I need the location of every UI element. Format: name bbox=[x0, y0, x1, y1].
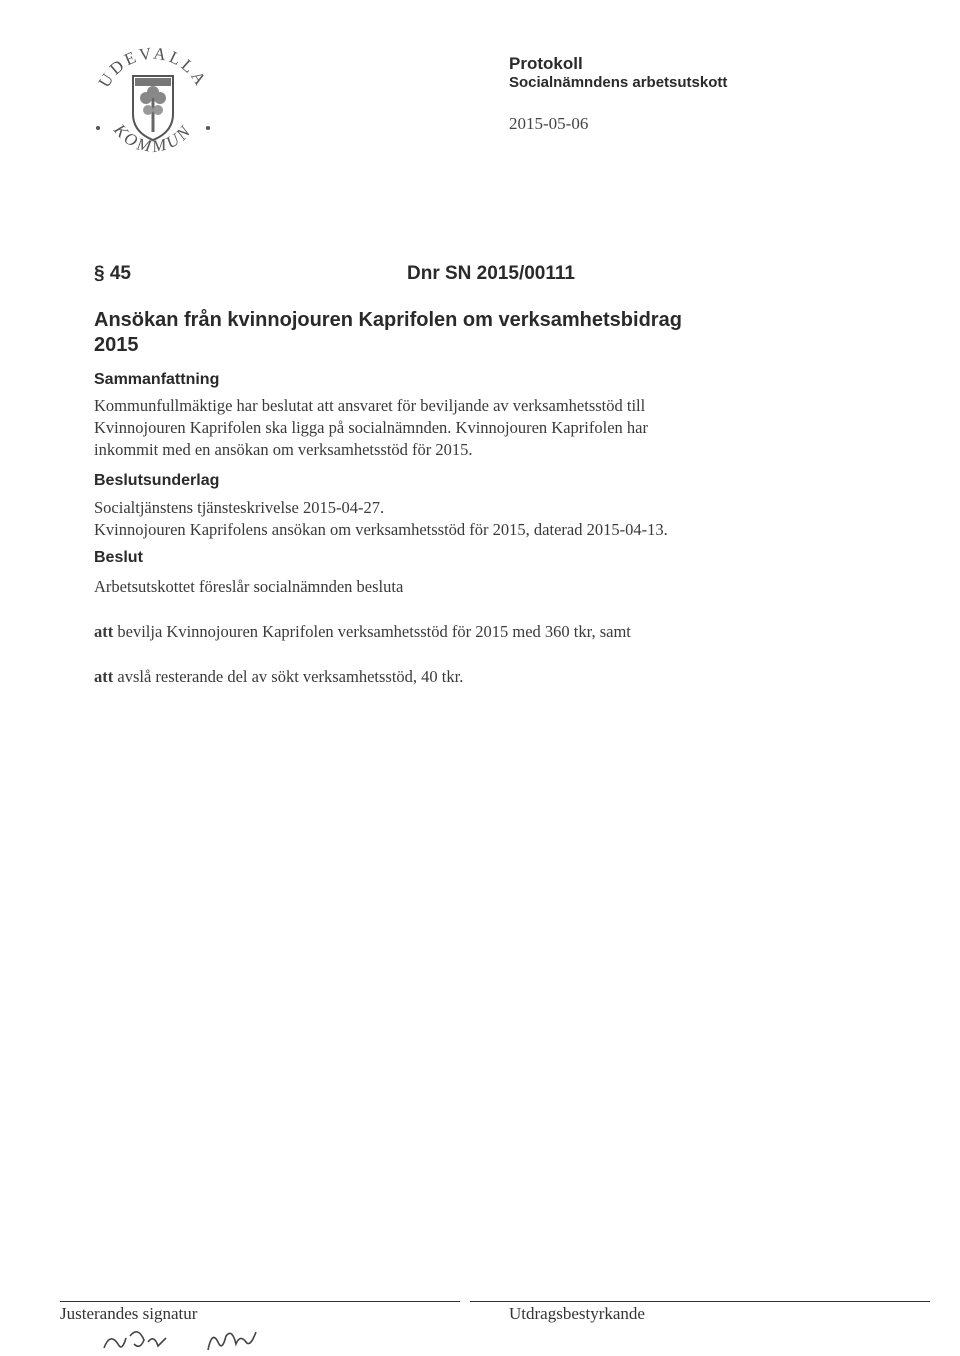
decision-intro: Arbetsutskottet föreslår socialnämnden besluta bbox=[94, 577, 404, 596]
page-title bbox=[94, 308, 774, 358]
basis-line: Socialtjänstens tjänsteskrivelse 2015-04-27. bbox=[94, 498, 385, 517]
footer-divider bbox=[60, 1301, 460, 1302]
heading-sammanfattning: Sammanfattning bbox=[94, 371, 220, 388]
svg-text:UDEVALLA: UDEVALLA bbox=[94, 43, 212, 91]
title-line: Ansökan från kvinnojouren Kaprifolen om verksamhetsbidrag bbox=[94, 309, 682, 331]
handwritten-signature-icon bbox=[100, 1322, 270, 1356]
decision-basis-text bbox=[94, 497, 668, 541]
municipal-seal-icon bbox=[88, 36, 218, 166]
title-line: 2015 bbox=[94, 334, 139, 356]
summary-line: inkommit med en ansökan om verksamhetsstöd för 2015. bbox=[94, 440, 473, 459]
decision-item bbox=[94, 666, 463, 688]
meeting-date: 2015-05-06 bbox=[509, 114, 589, 133]
decision-keyword: att bbox=[94, 622, 114, 641]
summary-line: Kvinnojouren Kaprifolen ska ligga på socialnämnden. Kvinnojouren Kaprifolen har bbox=[94, 418, 648, 437]
summary-line: Kommunfullmäktige har beslutat att ansvaret för beviljande av verksamhetsstöd till bbox=[94, 396, 646, 415]
svg-text:KOMMUN: KOMMUN bbox=[110, 120, 196, 157]
footer-divider bbox=[470, 1301, 930, 1302]
decision-keyword: att bbox=[94, 667, 114, 686]
decision-item-text: avslå resterande del av sökt verksamhetsstöd, 40 tkr. bbox=[113, 667, 464, 686]
organization-name: Socialnämndens arbetsutskott bbox=[509, 74, 728, 91]
certification-label: Utdragsbestyrkande bbox=[509, 1304, 645, 1323]
basis-line: Kvinnojouren Kaprifolens ansökan om verksamhetsstöd för 2015, daterad 2015-04-13. bbox=[94, 520, 668, 539]
document-type: Protokoll bbox=[509, 54, 583, 73]
heading-beslutsunderlag: Beslutsunderlag bbox=[94, 472, 220, 489]
signature-label: Justerandes signatur bbox=[60, 1304, 198, 1323]
paragraph-number: § 45 bbox=[94, 263, 131, 284]
decision-item-text: bevilja Kvinnojouren Kaprifolen verksamhetsstöd för 2015 med 360 tkr, samt bbox=[113, 622, 631, 641]
summary-text bbox=[94, 395, 648, 461]
case-number: Dnr SN 2015/00111 bbox=[407, 263, 575, 284]
heading-beslut: Beslut bbox=[94, 549, 143, 566]
decision-item bbox=[94, 621, 631, 643]
